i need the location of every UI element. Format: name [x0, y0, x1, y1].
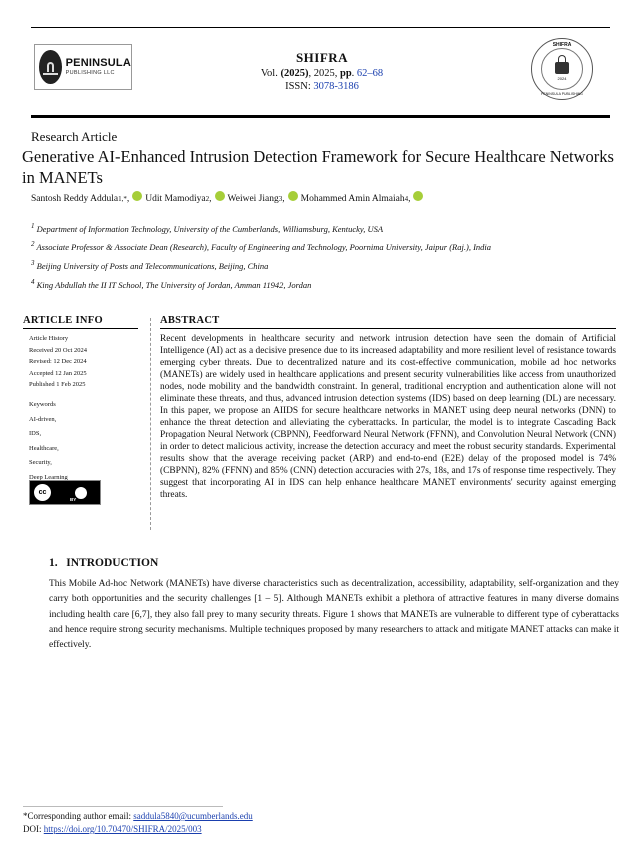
- affiliation: [31, 278, 311, 290]
- affiliation-num: 3: [31, 259, 35, 267]
- affiliation-num: 1: [31, 222, 35, 230]
- corr-label: *Corresponding author email:: [23, 811, 134, 821]
- revised-date: Revised: 12 Dec 2024: [29, 358, 87, 365]
- author-sup: 4: [404, 195, 409, 203]
- published-date: Published 1 Feb 2025: [29, 381, 86, 388]
- corr-email-link[interactable]: saddula5840@ucumberlands.edu: [133, 811, 253, 821]
- author-sup: 2: [205, 195, 210, 203]
- affiliation: [31, 222, 383, 234]
- author-sep: ,: [126, 194, 130, 204]
- author-list: [31, 194, 426, 204]
- seal-top-text: SHIFRA: [552, 42, 572, 48]
- paper-title: Generative AI-Enhanced Intrusion Detection Framework for Secure Healthcare Networks in MANETs: [22, 147, 614, 187]
- keywords-label: Keywords: [29, 401, 56, 408]
- affiliation-text: Associate Professor & Associate Dean (Research), Faculty of Engineering and Technology, Poornima University, Jaipur (Raj.), India: [36, 241, 492, 252]
- introduction-text: This Mobile Ad-hoc Network (MANETs) have diverse characteristics such as decentralization, accessibility, adaptability, self-organization and they carry both opportunities and the security challenges [1 – 5]. Although MANETs exhibit a plethora of attractive features in many diverse domains including health care [6,7], they also fall prey to many security threats. Figure 1 shows that MANETs are vulnerable to different type of cyberattacks and hence require strong security mechanisms. Multiple techniques proposed by many researchers to attack and mitigate MANET attacks can make it effectively.: [49, 579, 619, 651]
- affiliation-text: Department of Information Technology, University of the Cumberlands, Williamsburg, Kentucky, USA: [36, 223, 384, 234]
- author-sep: ,: [209, 194, 212, 204]
- author-sup: 3: [278, 195, 283, 203]
- journal-name: SHIFRA: [295, 50, 349, 65]
- keywords-block: [29, 398, 68, 485]
- header-bottom-rule: [31, 115, 610, 118]
- article-info-heading: ARTICLE INFO: [23, 315, 103, 326]
- keyword: Deep Learning: [29, 473, 68, 481]
- author-name: Mohammed Amin Almaiah: [300, 194, 405, 204]
- orcid-icon[interactable]: [413, 191, 423, 201]
- author-name: Santosh Reddy Addula: [31, 194, 119, 204]
- lock-icon: [555, 62, 569, 74]
- keyword: IDS,: [29, 430, 42, 437]
- author-sep: ,: [408, 194, 411, 204]
- header-top-rule: [31, 27, 610, 28]
- person-icon: [75, 487, 87, 499]
- abstract-rule: [160, 328, 616, 329]
- article-info-rule: [23, 328, 138, 329]
- affiliation-text: Beijing University of Posts and Telecommunications, Beijing, China: [36, 260, 269, 271]
- corresponding-author: [23, 811, 253, 821]
- cc-by-license-badge[interactable]: [29, 480, 101, 505]
- affiliation-text: King Abdullah the II IT School, The University of Jordan, Amman 11942, Jordan: [36, 279, 312, 290]
- keyword: Healthcare,: [29, 444, 59, 452]
- issn-label: ISSN:: [285, 81, 314, 92]
- page-range-link[interactable]: 62–68: [356, 68, 384, 79]
- by-label: BY: [70, 497, 77, 502]
- publisher-logo-subtext: PUBLISHING LLC: [65, 69, 115, 76]
- author-sep: ,: [282, 194, 285, 204]
- article-history: [29, 333, 87, 391]
- journal-seal: [531, 38, 593, 100]
- seal-bottom-text: PENINSULA PUBLISHING: [541, 92, 583, 96]
- article-type: Research Article: [31, 129, 118, 144]
- author-sup: 1,*: [118, 195, 127, 203]
- abstract-text: Recent developments in healthcare security and network intrusion detection have seen the domain of Artificial Intelligence (AI) act as a decisive presence due to its increased adaptability and more resilient level of resistance towards emerging cyber threats. Due to decentralized nature and its cost-effective communication, mobile ad hoc networks (MANETs) are widely used in healthcare applications and present security vulnerabilities like access from unauthorized nodes, node mobility and the bandwidth constraint. In general, traditional encryption and authentication alone will not eliminate these threats, and thus, advanced intrusion detection systems (IDS) based on deep learning (DL) are necessary. In this paper, we propose an AIIDS for secure healthcare networks in MANET using deep neural networks (DNN) to enhance the threat detection and alleviating the cyberattacks. In particular, the model is to integrate Cascading Back Propagation Neural Network (CBPNN), Feedforward Neural Network (FFNN), and Convolution Neural Network (CNN) in order to detect malicious activity, increase the detection accuracy and meet the robust security standards. Experimental results show that the average receiving packet (ARP) and end-to-end (E2E) delay of the proposed model is 74% (CBPNN), 82% (FFNN) and 85% (CNN) detection accuracies with 27s, 18s, and 17s of response time respectively. They suggest that incorporating AI in IDS can help enhance healthcare MANET environments' security against emerging threats.: [160, 334, 616, 501]
- issn-link[interactable]: 3078-3186: [313, 81, 359, 92]
- pp-label: pp: [339, 68, 352, 79]
- vol-year: , 2025,: [308, 68, 340, 79]
- publisher-logo-text: PENINSULA: [65, 56, 131, 69]
- doi-link[interactable]: https://doi.org/10.70470/SHIFRA/2025/003: [43, 824, 202, 834]
- introduction-heading: 1. INTRODUCTION: [49, 557, 159, 569]
- vol-prefix: Vol.: [260, 68, 281, 79]
- seal-year: 2024: [557, 75, 567, 81]
- orcid-icon[interactable]: [215, 191, 225, 201]
- doi-line: [23, 824, 202, 834]
- keyword: AI-driven,: [29, 415, 57, 423]
- cc-icon: cc: [34, 484, 51, 501]
- abstract-heading: ABSTRACT: [160, 315, 220, 326]
- history-label: Article History: [29, 335, 69, 342]
- affiliation: [31, 240, 491, 252]
- vol-number: (2025): [280, 68, 309, 79]
- doi-label: DOI:: [23, 824, 44, 834]
- accepted-date: Accepted 12 Jan 2025: [29, 369, 87, 377]
- author-name: Udit Mamodiya: [145, 194, 206, 204]
- column-divider: [150, 318, 151, 530]
- received-date: Received 20 Oct 2024: [29, 346, 87, 354]
- author-name: Weiwei Jiang: [227, 194, 279, 204]
- affiliation-num: 4: [31, 278, 35, 286]
- keyword: Security,: [29, 459, 52, 466]
- affiliation: [31, 259, 268, 271]
- footer-rule: [23, 806, 223, 807]
- affiliation-num: 2: [31, 240, 35, 248]
- orcid-icon[interactable]: [288, 191, 298, 201]
- orcid-icon[interactable]: [132, 191, 142, 201]
- pp-dot: .: [351, 68, 357, 79]
